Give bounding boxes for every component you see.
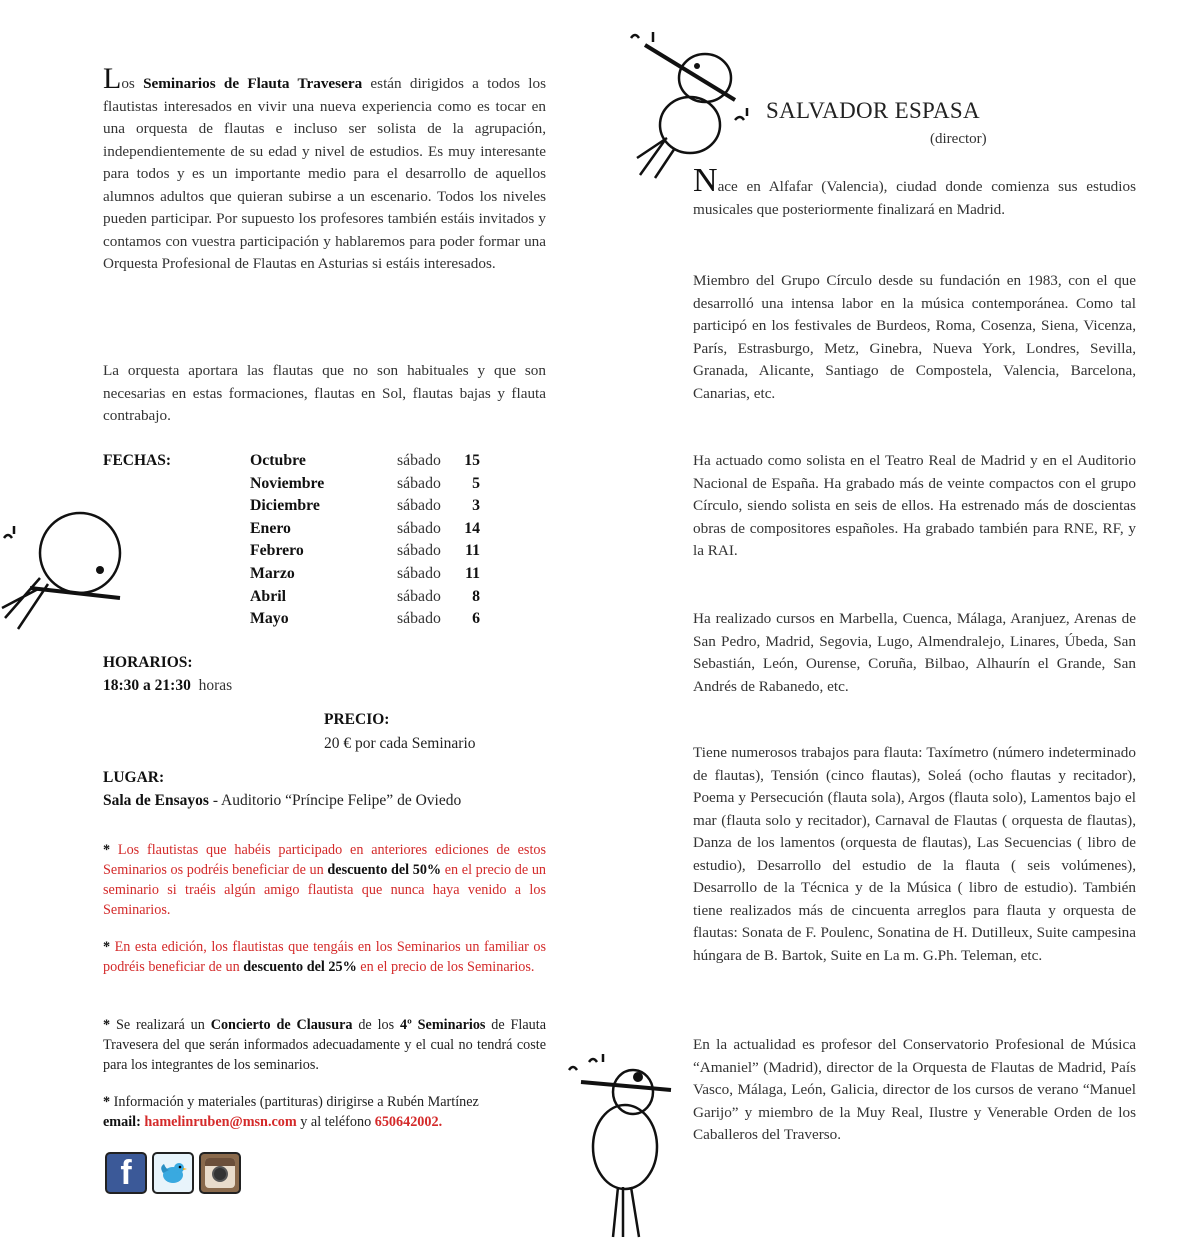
date-month: Diciembre bbox=[250, 497, 320, 515]
orchestra-paragraph: La orquesta aportara las flautas que no son habituales y que son necesarias en estas formaciones, flautas en Sol, flautas bajas y flauta contrabajo. bbox=[103, 362, 546, 424]
n3-c: de los bbox=[352, 1017, 401, 1033]
facebook-glyph: f bbox=[120, 1154, 132, 1192]
lugar-bold: Sala de Ensayos bbox=[103, 792, 209, 809]
fechas-label: FECHAS: bbox=[103, 452, 172, 469]
n2-a: En esta edición, los flautistas que tengáis en los Seminarios un familiar os podréis beneficiar de un bbox=[103, 939, 546, 975]
bio-paragraph-3: Ha actuado como solista en el Teatro Real de Madrid y en el Auditorio Nacional de España. Ha grabado más de veinte compactos con el grupo Círculo, siendo solista en seis de ellos. Ha estrenado más de doscientas obras de compositores españoles. Ha grabado también para RNE, RF, y la RAI. bbox=[693, 452, 1136, 559]
drop-cap-n: N bbox=[693, 162, 718, 199]
date-day: sábado bbox=[397, 542, 441, 560]
note-star: * bbox=[103, 1094, 111, 1110]
intro-os: os bbox=[121, 75, 135, 92]
bio-p1-text: ace en Alfafar (Valencia), ciudad donde comienza sus estudios musicales que posteriormente finalizará en Madrid. bbox=[693, 178, 1136, 218]
drop-cap: L bbox=[103, 62, 122, 95]
date-row bbox=[250, 565, 480, 588]
note-concert bbox=[103, 1015, 546, 1075]
date-row bbox=[250, 588, 480, 611]
n3-a: Se realizará un bbox=[110, 1017, 211, 1033]
date-month: Enero bbox=[250, 519, 291, 537]
date-month: Octubre bbox=[250, 452, 306, 469]
director-name: SALVADOR ESPASA bbox=[766, 98, 980, 123]
n2-c: en el precio de los Seminarios. bbox=[356, 959, 535, 975]
date-number: 5 bbox=[472, 474, 480, 492]
date-number: 11 bbox=[465, 564, 480, 582]
bird-flute-bottom-icon bbox=[563, 1052, 683, 1240]
twitter-bird-icon bbox=[158, 1159, 188, 1187]
bio-paragraph-2: Miembro del Grupo Círculo desde su fundación en 1983, con el que desarrolló una intensa labor en la música contemporánea. Como tal participó en los festivales de Burdeos, Roma, Cosenza, Siena, Vicenza, París, Estrasburgo, Metz, Ginebra, Nueva York, Londres, Sevilla, Granada, Alicante, Santiago de Compostela, Valencia, Barcelona, Canarias, etc. bbox=[693, 272, 1136, 402]
date-month: Marzo bbox=[250, 564, 295, 582]
lugar-value bbox=[103, 792, 461, 810]
n1-b: descuento del 50% bbox=[327, 862, 442, 878]
email-label: email: bbox=[103, 1114, 141, 1130]
horarios-time: 18:30 a 21:30 bbox=[103, 677, 191, 694]
horarios-label: HORARIOS: bbox=[103, 654, 193, 671]
n2-b: descuento del 25% bbox=[243, 959, 357, 975]
phone-pre: y al teléfono bbox=[296, 1114, 375, 1130]
date-number: 15 bbox=[464, 452, 480, 469]
date-month: Abril bbox=[250, 587, 286, 605]
bio-paragraph-4: Ha realizado cursos en Marbella, Cuenca, Málaga, Aranjuez, Arenas de San Pedro, Madrid, Segovia, Lugo, Almendralejo, Linares, Úbeda, San Sebastián, León, Ourense, Coruña, Bilbao, Alhaurín el Grande, San Andrés de Rabanedo, etc. bbox=[693, 610, 1136, 695]
note-discount-50 bbox=[103, 840, 546, 920]
twitter-icon[interactable] bbox=[152, 1152, 194, 1194]
date-day: sábado bbox=[397, 497, 441, 515]
lugar-rest: - Auditorio “Príncipe Felipe” de Oviedo bbox=[208, 792, 462, 809]
n4-a: Información y materiales (partituras) dirigirse a Rubén Martínez bbox=[110, 1094, 479, 1110]
date-day: sábado bbox=[397, 587, 441, 605]
intro-rest: están dirigidos a todos los flautistas interesados en vivir una nueva experiencia como es tocar en una orquesta de flautas e incluso ser solista de la agrupación, independientemente de su edad y nivel de estudios. Es muy interesante para todos y es un importante medio para el desarrollo de aquellos alumnos adultos que quieran subirse a un escenario. Todos los niveles pueden participar. Por supuesto los profesores también estáis invitados y contamos con vuestra participación y hablaremos para poder formar una Orquesta Profesional de Flautas en Asturias si estáis interesados. bbox=[103, 75, 546, 272]
date-row bbox=[250, 497, 480, 520]
n3-d: 4º Seminarios bbox=[400, 1017, 486, 1033]
note-discount-25 bbox=[103, 937, 546, 977]
date-day: sábado bbox=[397, 610, 441, 628]
date-day: sábado bbox=[397, 452, 441, 469]
date-row bbox=[250, 452, 480, 475]
note-star: * bbox=[103, 842, 111, 858]
bird-flute-left-icon bbox=[0, 498, 130, 638]
date-row bbox=[250, 520, 480, 543]
lugar-label: LUGAR: bbox=[103, 769, 165, 786]
date-number: 8 bbox=[472, 587, 480, 605]
date-month: Noviembre bbox=[250, 474, 325, 492]
n3-e: de Flauta Travesera del que serán informados adecuadamente y el cual no tendrá coste para los integrantes de los seminarios. bbox=[103, 1017, 547, 1073]
n1-a: Los flautistas que habéis participado en anteriores ediciones de estos Seminarios os podréis beneficiar de un bbox=[103, 842, 546, 878]
date-day: sábado bbox=[397, 564, 441, 582]
intro-bold: Seminarios de Flauta Travesera bbox=[143, 75, 363, 92]
intro-paragraph bbox=[103, 62, 546, 276]
note-star: * bbox=[103, 939, 111, 955]
director-role: (director) bbox=[930, 131, 987, 147]
date-day: sábado bbox=[397, 519, 441, 537]
date-row bbox=[250, 610, 480, 633]
date-day: sábado bbox=[397, 474, 441, 492]
n3-b: Concierto de Clausura bbox=[210, 1017, 353, 1033]
horarios-value bbox=[103, 677, 232, 695]
phone-number[interactable]: 650642002 bbox=[374, 1114, 439, 1130]
bird-flute-top-icon bbox=[625, 30, 765, 180]
precio-label: PRECIO: bbox=[324, 711, 390, 728]
date-month: Febrero bbox=[250, 542, 304, 560]
date-number: 14 bbox=[464, 519, 480, 537]
n1-c: en el precio de un seminario si traéis algún amigo flautista que nunca haya venido a los Seminarios. bbox=[103, 862, 547, 918]
note-star: * bbox=[103, 1017, 111, 1033]
date-month: Mayo bbox=[250, 610, 289, 628]
date-number: 6 bbox=[472, 610, 480, 628]
email-link[interactable]: hamelinruben@msn.com bbox=[144, 1114, 297, 1130]
facebook-icon[interactable] bbox=[105, 1152, 147, 1194]
dates-table bbox=[250, 452, 480, 633]
date-row bbox=[250, 542, 480, 565]
date-number: 3 bbox=[472, 497, 480, 515]
horarios-unit: horas bbox=[198, 677, 233, 694]
date-number: 11 bbox=[465, 542, 480, 560]
instagram-icon[interactable] bbox=[199, 1152, 241, 1194]
bio-paragraph-5: Tiene numerosos trabajos para flauta: Taxímetro (número indeterminado de flautas), Tensión (cinco flautas), Soleá (ocho flautas y recitador), Poema y Persecución (flauta sola), Argos (flauta solo), Lamentos bajo el mar (flauta solo y recitador), Carnaval de Flautas ( orquesta de flautas), Danza de los lamentos (orquesta de flautas), Las Secuencias ( libro de estudio), Desarrollo del estudio de la flauta ( seis volúmenes), Desarrollo de la Técnica y de la Música ( libro de estudio). También tiene realizados más de cincuenta arreglos para flauta y orquesta de flautas: Sonata de F. Poulenc, Sonatina de H. Dutilleux, Suite campesina húngara de B. Bartok, Suite en La m. G.Ph. Teleman, etc. bbox=[693, 744, 1136, 964]
note-contact: * Información y materiales (partituras) dirigirse a Rubén Martínez email: hamelinruben@msn.com y al teléfono 650642002. bbox=[103, 1094, 479, 1130]
precio-value: 20 € por cada Seminario bbox=[324, 735, 476, 752]
date-row bbox=[250, 475, 480, 498]
bio-paragraph-6: En la actualidad es profesor del Conservatorio Profesional de Música “Amaniel” (Madrid), director de la Orquesta de Flautas de Madrid, País Vasco, Málaga, León, Galicia, director de los cursos de verano “Manuel Garijo” y miembro de la Muy Real, Ilustre y Venerable Orden de los Caballeros del Traverso. bbox=[693, 1036, 1136, 1143]
